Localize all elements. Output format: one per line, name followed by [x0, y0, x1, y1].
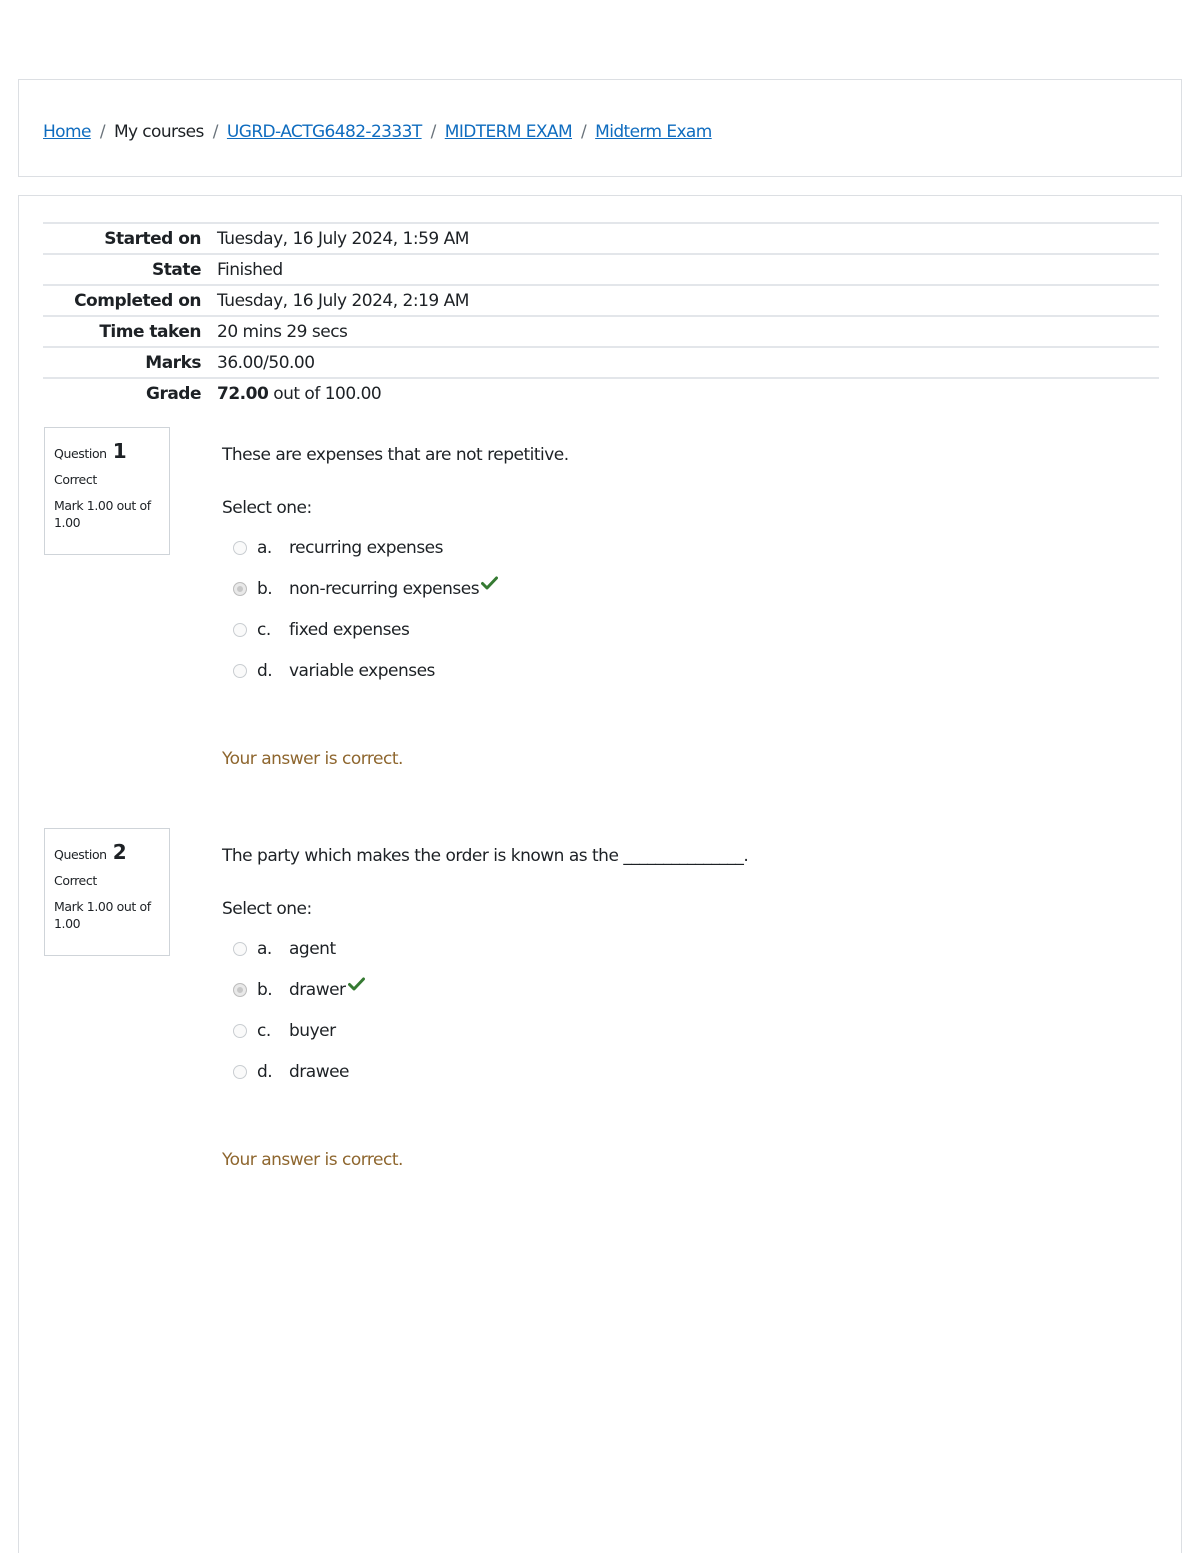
breadcrumb-home-link[interactable]: Home [43, 122, 91, 142]
feedback-text: Your answer is correct. [222, 1150, 403, 1170]
question-number: 1 [112, 439, 127, 463]
breadcrumb-separator: / [581, 122, 587, 142]
answer-letter: b. [257, 578, 273, 599]
question-info-box [44, 828, 170, 956]
question-mark: Mark 1.00 out of 1.00 [54, 498, 151, 530]
answer-letter: d. [257, 660, 273, 681]
answer-list [233, 928, 1122, 1092]
summary-row-state [43, 254, 1159, 285]
summary-label: Marks [145, 352, 201, 373]
check-icon [348, 976, 365, 996]
answer-label-wrap [289, 579, 498, 599]
radio-button-selected[interactable] [233, 983, 247, 997]
answer-letter: c. [257, 1020, 271, 1041]
check-icon [481, 575, 498, 595]
radio-button-selected[interactable] [233, 582, 247, 596]
breadcrumb-section-link[interactable]: MIDTERM EXAM [444, 122, 573, 142]
breadcrumb-card [18, 79, 1182, 177]
answer-list [233, 527, 1122, 691]
question-state: Correct [54, 472, 97, 487]
summary-row-grade [43, 378, 1159, 409]
radio-button[interactable] [233, 623, 247, 637]
breadcrumb-separator: / [212, 122, 218, 142]
breadcrumb-quiz-link[interactable]: Midterm Exam [595, 122, 712, 142]
question-text: These are expenses that are not repetitive. [222, 445, 569, 465]
summary-label: Completed on [74, 290, 201, 311]
answer-option[interactable] [233, 1051, 1122, 1092]
summary-value: Tuesday, 16 July 2024, 1:59 AM [217, 228, 469, 249]
answer-option[interactable] [233, 650, 1122, 691]
answer-label: agent [289, 938, 336, 959]
answer-letter: a. [257, 938, 272, 959]
answer-option[interactable] [233, 1010, 1122, 1051]
grade-value: 72.00 [217, 384, 269, 404]
summary-row-completed [43, 285, 1159, 316]
radio-button[interactable] [233, 942, 247, 956]
select-one-prompt: Select one: [222, 498, 312, 518]
breadcrumb [43, 122, 712, 142]
radio-button[interactable] [233, 664, 247, 678]
summary-row-time-taken [43, 316, 1159, 347]
summary-value: Tuesday, 16 July 2024, 2:19 AM [217, 290, 469, 311]
answer-label: recurring expenses [289, 537, 443, 558]
question-state: Correct [54, 873, 97, 888]
answer-label: non-recurring expenses [289, 578, 480, 599]
summary-label: Grade [145, 384, 201, 404]
radio-button[interactable] [233, 1065, 247, 1079]
answer-label: buyer [289, 1020, 336, 1041]
summary-value: 36.00/50.00 [217, 352, 315, 373]
breadcrumb-my-courses: My courses [113, 122, 204, 142]
summary-value: Finished [217, 259, 283, 280]
summary-label: Time taken [99, 321, 201, 342]
answer-letter: a. [257, 537, 272, 558]
breadcrumb-course-link[interactable]: UGRD-ACTG6482-2333T [226, 122, 422, 142]
summary-row-marks [43, 347, 1159, 378]
question-mark: Mark 1.00 out of 1.00 [54, 899, 151, 931]
question-info-box [44, 427, 170, 555]
question-prefix: Question [54, 446, 107, 461]
question-text: The party which makes the order is known as the _______________. [222, 846, 749, 866]
answer-option-selected[interactable] [233, 568, 1122, 609]
summary-value [217, 378, 1159, 409]
select-one-prompt: Select one: [222, 899, 312, 919]
grade-suffix: out of 100.00 [273, 384, 382, 404]
summary-value: 20 mins 29 secs [217, 321, 348, 342]
radio-button[interactable] [233, 541, 247, 555]
answer-letter: b. [257, 979, 273, 1000]
attempt-summary-table [43, 222, 1159, 409]
answer-option[interactable] [233, 609, 1122, 650]
question-content [222, 445, 1122, 691]
answer-label: fixed expenses [289, 619, 410, 640]
summary-label: Started on [104, 228, 201, 249]
summary-label: State [152, 259, 201, 280]
answer-letter: c. [257, 619, 271, 640]
answer-label-wrap [289, 980, 365, 1000]
answer-label: drawee [289, 1061, 350, 1082]
answer-option[interactable] [233, 527, 1122, 568]
feedback-text: Your answer is correct. [222, 749, 403, 769]
answer-label: variable expenses [289, 660, 435, 681]
summary-row-started [43, 223, 1159, 254]
quiz-review-card [18, 195, 1182, 1553]
question-number: 2 [112, 840, 127, 864]
radio-button[interactable] [233, 1024, 247, 1038]
question-prefix: Question [54, 847, 107, 862]
breadcrumb-separator: / [99, 122, 105, 142]
answer-letter: d. [257, 1061, 273, 1082]
question-content [222, 846, 1122, 1092]
breadcrumb-separator: / [430, 122, 436, 142]
answer-option[interactable] [233, 928, 1122, 969]
answer-option-selected[interactable] [233, 969, 1122, 1010]
answer-label: drawer [289, 979, 346, 1000]
